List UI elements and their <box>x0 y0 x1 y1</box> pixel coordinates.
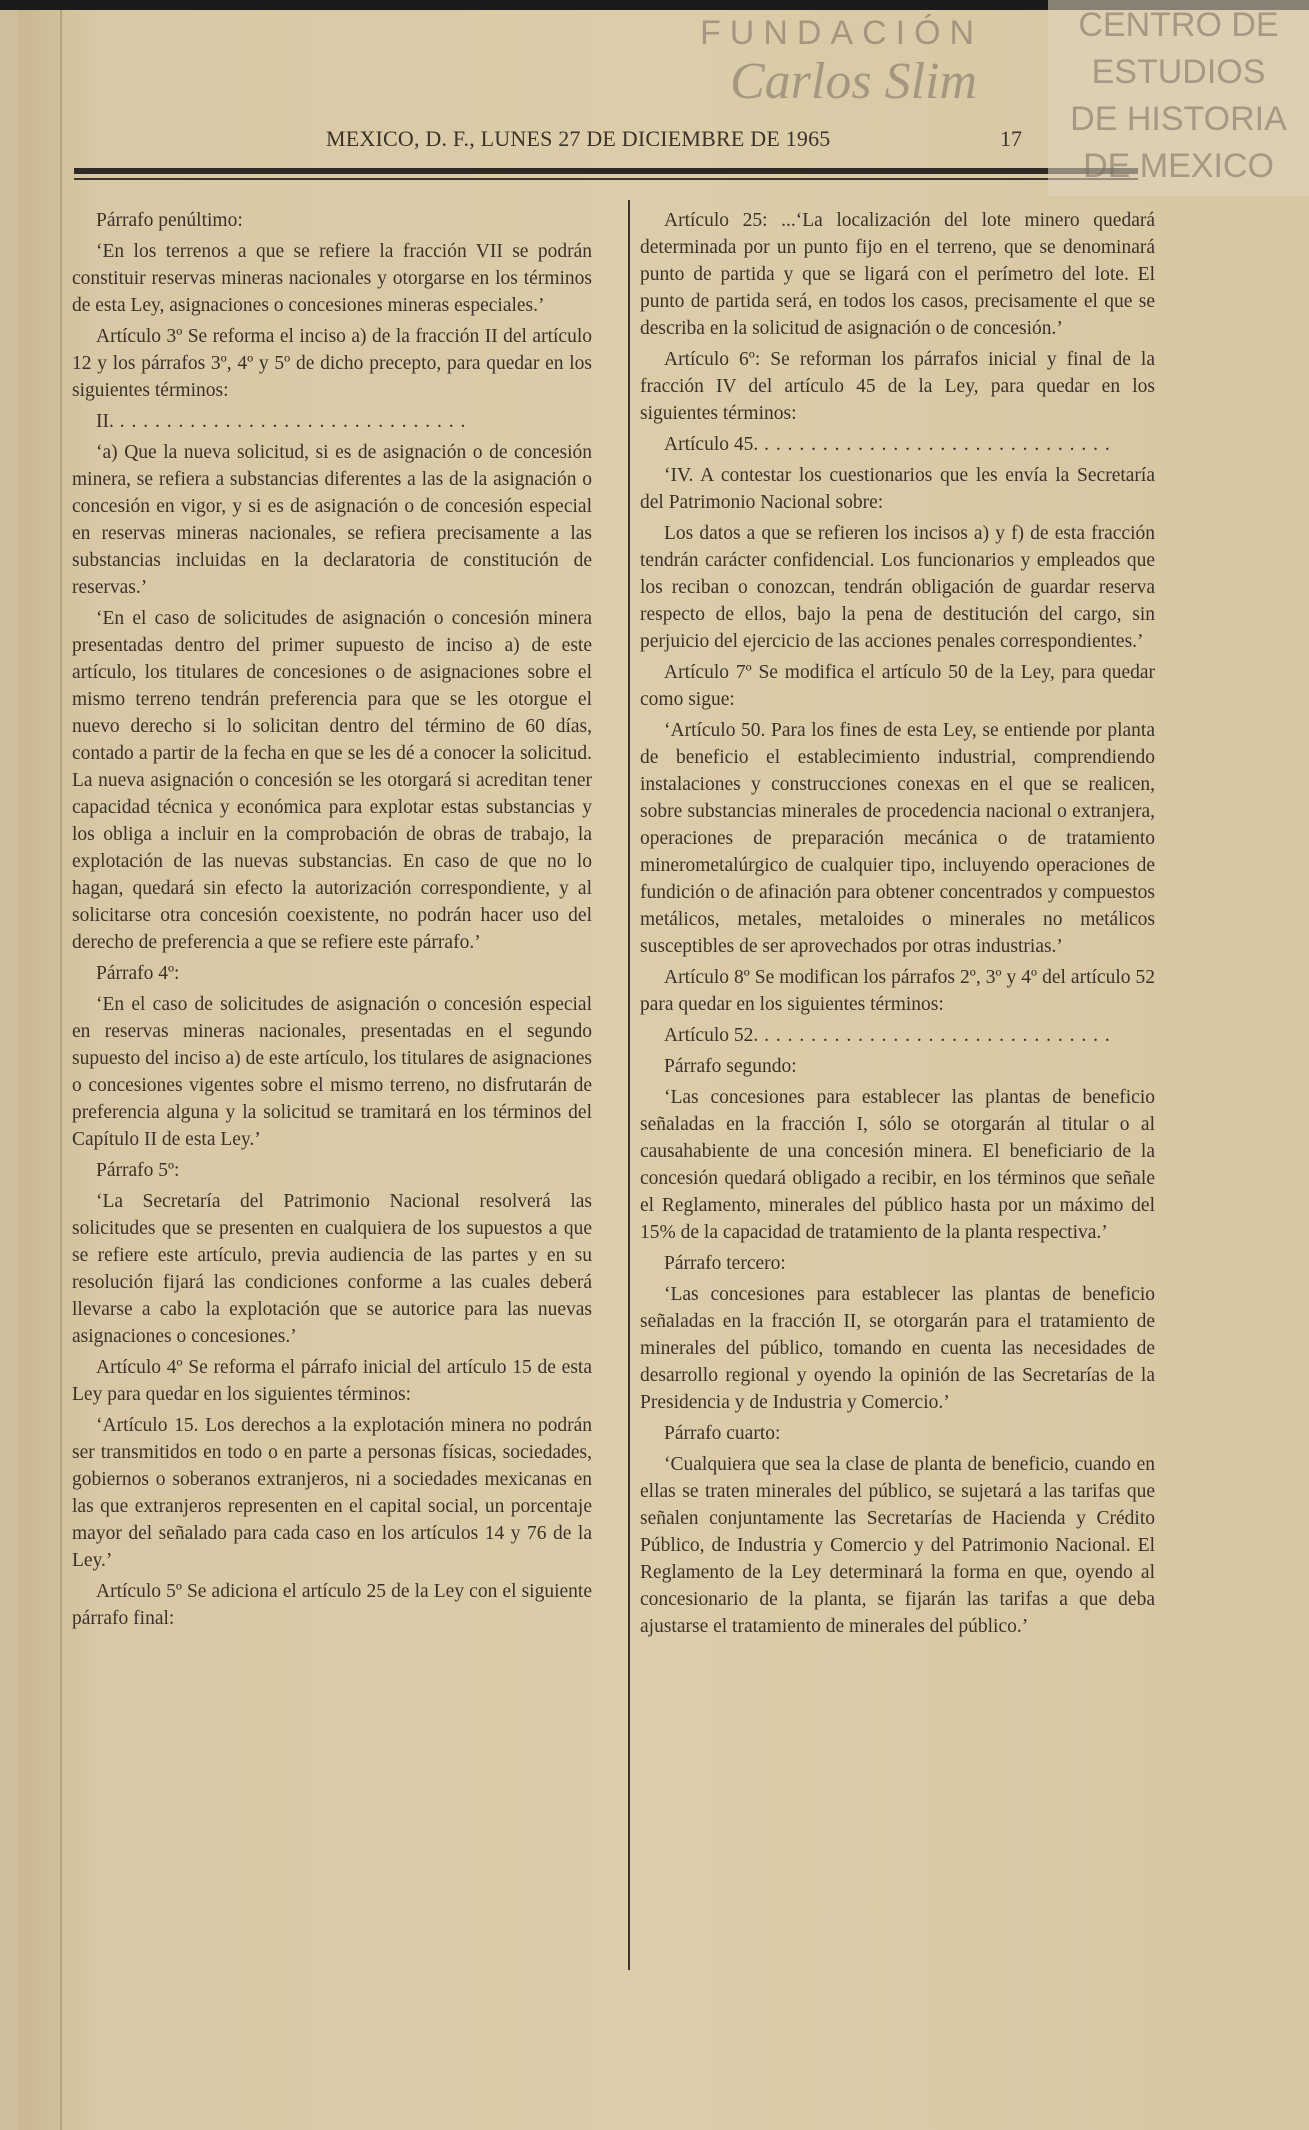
paragraph-heading: Párrafo 4º: <box>96 963 180 984</box>
signature-watermark: Carlos Slim <box>730 53 978 110</box>
article-ellipsis: Artículo 52. . . . <box>640 1022 1155 1049</box>
article-ellipsis: Artículo 45. . . . <box>640 431 1155 458</box>
archive-watermark <box>1048 2 1309 190</box>
fraction-ellipsis: II. . . . <box>72 408 592 435</box>
dateline: MEXICO, D. F., LUNES 27 DE DICIEMBRE DE 1965 <box>326 126 831 151</box>
left-column <box>72 207 592 1636</box>
paragraph: ‘IV. A contestar los cuestionarios que les envía la Secretaría del Patrimonio Nacional sobre: <box>640 465 1155 513</box>
paragraph-heading: Párrafo cuarto: <box>664 1423 781 1444</box>
article-paragraph: Artículo 3º Se reforma el inciso a) de la fracción II del artículo 12 y los párrafos 3º, 4º y 5º de dicho precepto, para quedar en los siguientes términos: <box>72 326 592 401</box>
paragraph: ‘Las concesiones para establecer las plantas de beneficio señaladas en la fracción I, sólo se otorgarán al titular o al causahabiente de una concesión minera. El beneficiario de la concesión quedará obligado a recibir, en los términos que señale el Reglamento, minerales del público hasta por un máximo del 15% de la capacidad de tratamiento de la planta respectiva.’ <box>640 1087 1155 1243</box>
paragraph: ‘La Secretaría del Patrimonio Nacional resolverá las solicitudes que se presenten en cualquiera de los supuestos a que se refiere este artículo, previa audiencia de las partes y en su resolución fijará las condiciones conforme a las cuales deberá llevarse a cabo la explotación que se autorice para las nuevas asignaciones o concesiones.’ <box>72 1191 592 1347</box>
paragraph-heading: Párrafo 5º: <box>96 1160 180 1181</box>
page-number: 17 <box>1000 126 1022 151</box>
article-paragraph: Artículo 7º Se modifica el artículo 50 de la Ley, para quedar como sigue: <box>640 662 1155 710</box>
paragraph: ‘Artículo 15. Los derechos a la explotación minera no podrán ser transmitidos en todo o en parte a personas físicas, sociedades, gobiernos o soberanos extranjeros, ni a sociedades mexicanas en las que extranjeros representen en el capital social, un porcentaje mayor del señalado para cada caso en los artículos 14 y 76 de la Ley.’ <box>72 1415 592 1571</box>
paragraph-heading: Párrafo tercero: <box>664 1253 786 1274</box>
watermark-line: CENTRO DE <box>1078 6 1279 44</box>
page-fold <box>60 10 62 2130</box>
article-paragraph: Artículo 5º Se adiciona el artículo 25 de la Ley con el siguiente párrafo final: <box>72 1581 592 1629</box>
paragraph-heading: Párrafo penúltimo: <box>96 210 243 231</box>
paragraph: ‘En el caso de solicitudes de asignación o concesión minera presentadas dentro del primer supuesto de inciso a) de este artículo, los titulares de concesiones o de asignaciones sobre el mismo terreno tendrán preferencia para que se les otorgue el nuevo derecho si lo solicitan dentro del término de 60 días, contado a partir de la fecha en que se les dé a conocer la solicitud. La nueva asignación o concesión se les otorgará si acreditan tener capacidad técnica y económica para explotar estas substancias y los obliga a incluir en la comprobación de obras de trabajo, la explotación de las nuevas substancias. En caso de que no lo hagan, quedará sin efecto la autorización correspondiente, y al solicitarse otra concesión coexistente, no podrán hacer uso del derecho de preferencia a que se refiere este párrafo.’ <box>72 608 592 953</box>
paragraph-heading: Párrafo segundo: <box>664 1056 797 1077</box>
paragraph: Artículo 25: ...‘La localización del lote minero quedará determinada por un punto fijo en el terreno, que se denominará punto de partida y que se ligará con el perímetro del lote. El punto de partida será, en todos los casos, precisamente el que se describa en la solicitud de asignación o de concesión.’ <box>640 210 1155 339</box>
right-column <box>640 207 1155 1644</box>
foundation-watermark: FUNDACIÓN <box>700 14 984 52</box>
watermark-line: ESTUDIOS <box>1091 53 1266 91</box>
paragraph: ‘Artículo 50. Para los fines de esta Ley, se entiende por planta de beneficio el establecimiento industrial, comprendiendo instalaciones y construcciones conexas en el que se realicen, sobre substancias minerales de procedencia nacional o extranjera, operaciones de preparación mecánica o de tratamiento minerometalúrgico de cualquier tipo, incluyendo operaciones de fundición o de afinación para obtener concentrados y compuestos metálicos, metales, metaloides o minerales no metálicos susceptibles de ser aprovechados por otras industrias.’ <box>640 720 1155 957</box>
watermark-line: DE MEXICO <box>1083 147 1274 185</box>
column-divider <box>628 200 630 1970</box>
header-rule-thick <box>74 168 1138 174</box>
watermark-line: DE HISTORIA <box>1070 100 1287 138</box>
header-rule-thin <box>74 178 1138 180</box>
paragraph: ‘Las concesiones para establecer las plantas de beneficio señaladas en la fracción II, se otorgarán para el tratamiento de minerales del público, tomando en cuenta las necesidades de desarrollo regional y oyendo la opinión de las Secretarías de la Presidencia y de Industria y Comercio.’ <box>640 1284 1155 1413</box>
paragraph: ‘En el caso de solicitudes de asignación o concesión especial en reservas mineras nacionales, presentadas en el segundo supuesto del inciso a) de este artículo, los titulares de asignaciones o concesiones vigentes sobre el mismo terreno, no disfrutarán de preferencia alguna y la solicitud se tramitará en los términos del Capítulo II de esta Ley.’ <box>72 994 592 1150</box>
paragraph: ‘a) Que la nueva solicitud, si es de asignación o de concesión minera, se refiera a substancias diferentes a las de la asignación o concesión en vigor, y si es de asignación o de concesión especial en reservas mineras nacionales, se refiera precisamente a las substancias incluidas en la declaratoria de constitución de reservas.’ <box>72 442 592 598</box>
article-paragraph: Artículo 6º: Se reforman los párrafos inicial y final de la fracción IV del artículo 45 de la Ley, para quedar en los siguientes términos: <box>640 349 1155 424</box>
paragraph: ‘En los terrenos a que se refiere la fracción VII se podrán constituir reservas mineras nacionales y otorgarse en los términos de esta Ley, asignaciones o concesiones mineras especiales.’ <box>72 241 592 316</box>
article-paragraph: Artículo 4º Se reforma el párrafo inicial del artículo 15 de esta Ley para quedar en los siguientes términos: <box>72 1357 592 1405</box>
article-paragraph: Artículo 8º Se modifican los párrafos 2º, 3º y 4º del artículo 52 para quedar en los siguientes términos: <box>640 967 1155 1015</box>
paragraph: ‘Cualquiera que sea la clase de planta de beneficio, cuando en ellas se traten minerales del público, se sujetará a las tarifas que señalen conjuntamente las Secretarías de Hacienda y Crédito Público, de Industria y Comercio y del Patrimonio Nacional. El Reglamento de la Ley determinará la forma en que, oyendo al concesionario de la planta, se fijarán las tarifas a que deba ajustarse el tratamiento de minerales del público.’ <box>640 1454 1155 1637</box>
paragraph: Los datos a que se refieren los incisos a) y f) de esta fracción tendrán carácter confidencial. Los funcionarios y empleados que los reciban o conozcan, tendrán obligación de guardar reserva respecto de ellos, bajo la pena de destitución del cargo, sin perjuicio del ejercicio de las acciones penales correspondientes.’ <box>640 523 1155 652</box>
